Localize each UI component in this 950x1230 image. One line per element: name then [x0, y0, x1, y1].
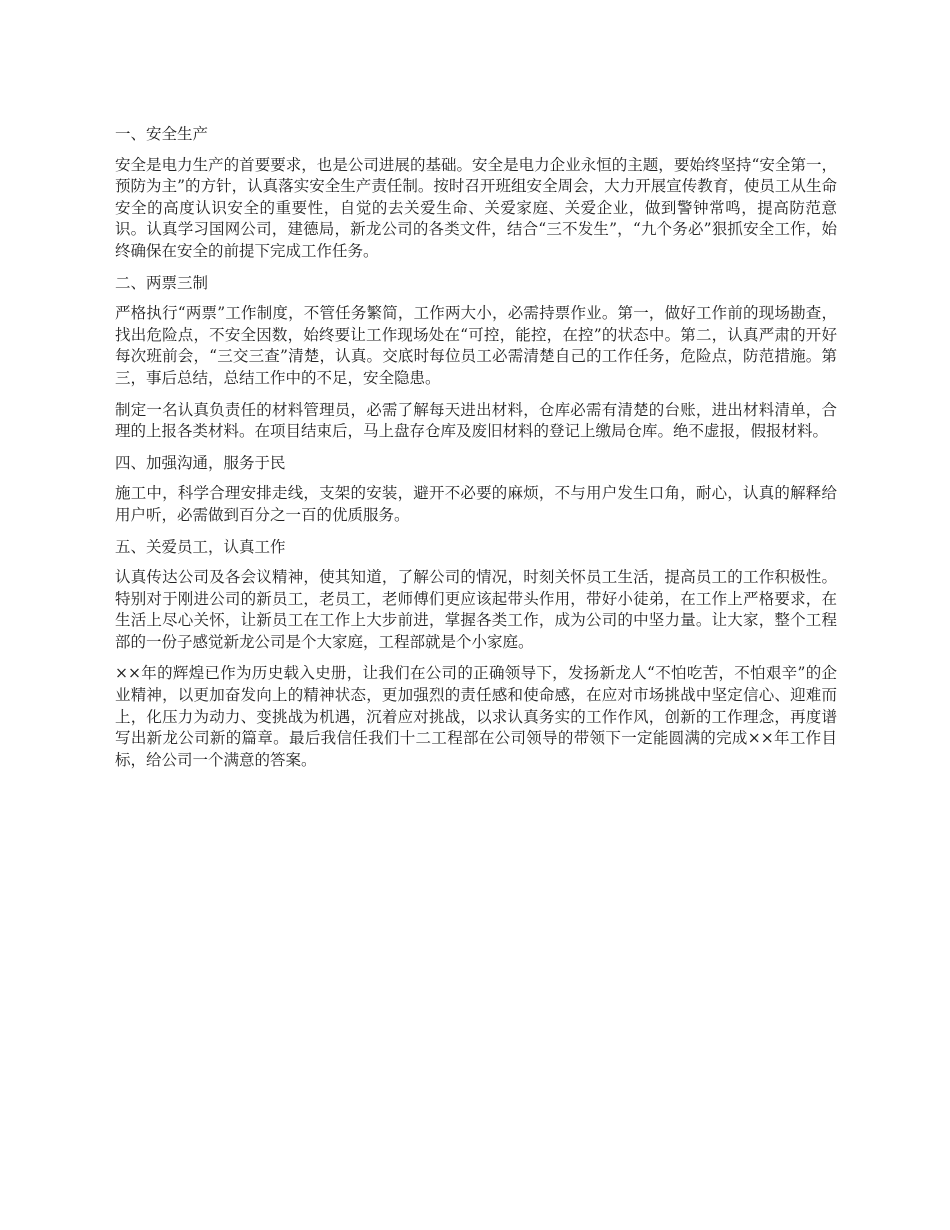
document-page	[115, 124, 837, 781]
paragraph-conclusion: ××年的辉煌已作为历史载入史册，让我们在公司的正确领导下，发扬新龙人“不怕吃苦，不怕艰辛”的企业精神，以更加奋发向上的精神状态，更加强烈的责任感和使命感，在应对市场挑战中坚定信心、迎难而上，化压力为动力、变挑战为机遇，沉着应对挑战，以求认真务实的工作作风，创新的工作理念，再度谱写出新龙公司新的篇章。最后我信任我们十二工程部在公司领导的带领下一定能圆满的完成××年工作目标，给公司一个满意的答案。	[115, 664, 837, 769]
paragraph-employee-care: 认真传达公司及各会议精神，使其知道，了解公司的情况，时刻关怀员工生活，提高员工的工作积极性。特别对于刚进公司的新员工，老员工，老师傅们更应该起带头作用，带好小徒弟，在工作上严格要求，在生活上尽心关怀，让新员工在工作上大步前进，掌握各类工作，成为公司的中坚力量。让大家，整个工程部的一份子感觉新龙公司是个大家庭，工程部就是个小家庭。	[115, 568, 837, 651]
section-heading-communication: 四、加强沟通，服务于民	[115, 453, 286, 472]
paragraph-two-tickets: 严格执行“两票”工作制度，不管任务繁简，工作两大小，必需持票作业。第一，做好工作前的现场勘查，找出危险点，不安全因数，始终要让工作现场处在“可控，能控，在控”的状态中。第二，认真严肃的开好每次班前会，“三交三查”清楚，认真。交底时每位员工必需清楚自己的工作任务，危险点，防范措施。第三，事后总结，总结工作中的不足，安全隐患。	[115, 304, 837, 387]
section-heading-safety: 一、安全生产	[115, 125, 209, 143]
paragraph-safety: 安全是电力生产的首要要求，也是公司进展的基础。安全是电力企业永恒的主题，要始终坚持“安全第一，预防为主”的方针，认真落实安全生产责任制。按时召开班组安全周会，大力开展宣传教育，使员工从生命安全的高度认识安全的重要性，自觉的去关爱生命、关爱家庭、关爱企业，做到警钟常鸣，提高防范意识。认真学习国网公司，建德局，新龙公司的各类文件，结合“三不发生”，“九个务必”狠抓安全工作，始终确保在安全的前提下完成工作任务。	[115, 155, 837, 260]
paragraph-communication: 施工中，科学合理安排走线，支架的安装，避开不必要的麻烦，不与用户发生口角，耐心，认真的解释给用户听，必需做到百分之一百的优质服务。	[115, 484, 837, 524]
section-heading-two-tickets: 二、两票三制	[115, 273, 209, 292]
paragraph-materials: 制定一名认真负责任的材料管理员，必需了解每天进出材料，仓库必需有清楚的台账，进出材料清单，合理的上报各类材料。在项目结束后，马上盘存仓库及废旧材料的登记上缴局仓库。绝不虚报，假报材料。	[115, 400, 837, 441]
section-heading-employee-care: 五、关爱员工，认真工作	[115, 537, 286, 556]
